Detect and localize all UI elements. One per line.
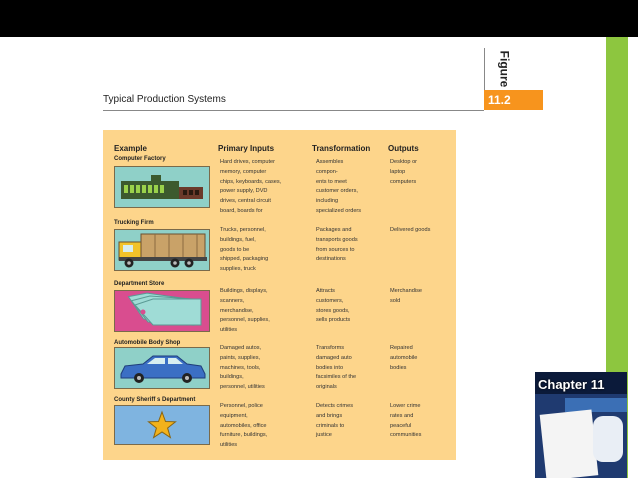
example-name: Computer Factory	[114, 156, 166, 162]
thumbnail-page	[540, 409, 599, 478]
figure-number: 11.2	[484, 90, 543, 110]
header-transformation: Transformation	[312, 144, 371, 153]
thumbnail-stripe	[565, 398, 627, 412]
inputs-cell: Hard drives, computer memory, computer chips, keyboards, cases, power supply, DVD drives, central circuit board, boards for	[220, 159, 282, 214]
price-tags-illustration	[114, 290, 210, 332]
inputs-cell: Personnel, police equipment, automobiles, office furniture, buildings, utilities	[220, 403, 268, 449]
example-name: Trucking Firm	[114, 220, 154, 226]
chapter-thumbnail	[535, 372, 627, 478]
inputs-cell: Damaged autos, paints, supplies, machines, tools, buildings, personnel, utilities	[220, 345, 265, 391]
inputs-cell: Trucks, personnel, buildings, fuel, goods to be shipped, packaging supplies, truck	[220, 227, 269, 273]
inputs-cell: Buildings, displays, scanners, merchandise, personnel, supplies, utilities	[220, 288, 270, 334]
transformation-cell: Packages and transports goods from sources to destinations	[316, 227, 358, 263]
truck-illustration	[114, 229, 210, 271]
outputs-cell: Repaired automobile bodies	[390, 345, 418, 371]
header-inputs: Primary Inputs	[218, 144, 275, 153]
transformation-cell: Transforms damaged auto bodies into facsimiles of the originals	[316, 345, 357, 391]
thumbnail-title: Chapter 11	[538, 377, 605, 392]
car-illustration	[114, 347, 210, 389]
title-rule	[103, 110, 484, 111]
example-name: Automobile Body Shop	[114, 340, 181, 346]
outputs-cell: Delivered goods	[390, 227, 431, 233]
outputs-cell: Desktop or laptop computers	[390, 159, 418, 185]
thumbnail-graphic	[593, 416, 623, 462]
computer-factory-illustration	[114, 166, 210, 208]
header-outputs: Outputs	[388, 144, 419, 153]
transformation-cell: Detects crimes and brings criminals to justice	[316, 403, 353, 439]
sheriff-badge-illustration	[114, 405, 210, 445]
transformation-cell: Assembles compon- ents to meet customer orders, including specialized orders	[316, 159, 362, 214]
outputs-cell: Merchandise sold	[390, 288, 423, 304]
example-name: Department Store	[114, 281, 165, 287]
figure-label: Figure	[497, 50, 512, 88]
transformation-cell: Attracts customers, stores goods, sells products	[316, 288, 351, 324]
example-name: County Sheriff s Department	[114, 397, 196, 403]
outputs-cell: Lower crime rates and peaceful communities	[390, 403, 422, 439]
top-black-bar	[0, 0, 638, 37]
header-example: Example	[114, 144, 147, 153]
figure-divider	[484, 48, 485, 90]
page-title: Typical Production Systems	[103, 94, 226, 105]
